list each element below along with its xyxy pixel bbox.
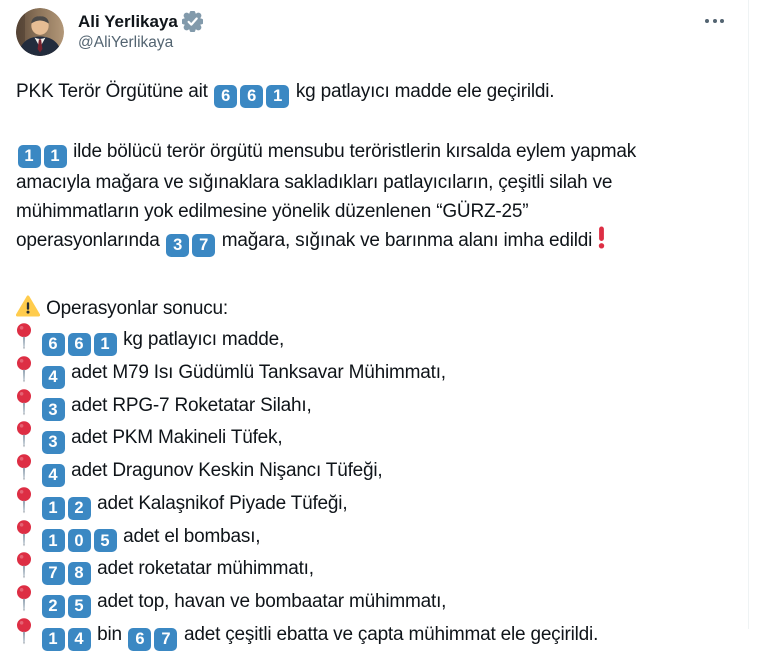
round-pushpin-icon xyxy=(16,454,32,487)
ellipsis-dot xyxy=(705,19,709,23)
tweet-line xyxy=(16,454,742,487)
text-run: adet Dragunov Keskin Nişancı Tüfeği, xyxy=(66,460,383,481)
text-run: adet roketatar mühimmatı, xyxy=(92,558,314,580)
keycap-digit-icon: 6 xyxy=(42,333,65,356)
tweet-text xyxy=(16,77,742,651)
tweet-line xyxy=(16,197,742,226)
text-run: Operasyonlar sonucu: xyxy=(41,298,228,319)
text-run: adet çeşitli ebatta ve çapta mühimmat ele geçirildi. xyxy=(178,623,599,645)
text-run: PKK Terör Örgütüne ait xyxy=(16,81,213,102)
round-pushpin-icon xyxy=(16,552,32,585)
tweet-line xyxy=(16,585,742,618)
red-exclamation-icon xyxy=(597,226,606,255)
keycap-digit-icon: 4 xyxy=(68,628,91,651)
tweet-line xyxy=(16,77,742,108)
tweet-line xyxy=(16,520,742,553)
text-run: adet M79 Isı Güdümlü Tanksavar Mühimmatı, xyxy=(66,361,446,383)
keycap-digit-icon: 1 xyxy=(42,497,65,520)
round-pushpin-icon xyxy=(16,323,32,356)
round-pushpin-icon xyxy=(16,356,32,389)
tweet-header xyxy=(16,8,742,56)
round-pushpin-icon xyxy=(16,585,32,618)
verified-badge-icon[interactable] xyxy=(182,11,203,32)
round-pushpin-icon xyxy=(16,520,32,553)
keycap-digit-icon: 1 xyxy=(42,628,65,651)
text-run: mühimmatların yok edilmesine yönelik düzenlenen “GÜRZ-25” xyxy=(16,201,529,222)
keycap-digit-icon: 1 xyxy=(266,85,289,108)
avatar[interactable] xyxy=(16,8,64,56)
tweet-line xyxy=(16,389,742,422)
ellipsis-dot xyxy=(713,19,717,23)
keycap-digit-icon: 3 xyxy=(166,234,189,257)
text-run: ilde bölücü terör örgütü mensubu teröristlerin kırsalda eylem yapmak xyxy=(68,141,637,162)
round-pushpin-icon xyxy=(16,487,32,520)
tweet-line xyxy=(16,168,742,197)
keycap-digit-icon: 0 xyxy=(68,529,91,552)
round-pushpin-icon xyxy=(16,389,32,422)
keycap-digit-icon: 3 xyxy=(42,398,65,421)
keycap-digit-icon: 2 xyxy=(68,497,91,520)
text-run: bin xyxy=(92,623,127,645)
tweet-line xyxy=(16,552,742,585)
keycap-digit-icon: 5 xyxy=(94,529,117,552)
keycap-digit-icon: 5 xyxy=(68,595,91,618)
tweet-line xyxy=(16,421,742,454)
tweet-line xyxy=(16,487,742,520)
tweet-line xyxy=(16,226,742,257)
tweet-block-results-header xyxy=(16,294,742,323)
more-options-button[interactable] xyxy=(701,15,728,27)
keycap-digit-icon: 4 xyxy=(42,464,65,487)
tweet-line xyxy=(16,356,742,389)
keycap-digit-icon: 4 xyxy=(42,366,65,389)
keycap-digit-icon: 1 xyxy=(94,333,117,356)
keycap-digit-icon: 2 xyxy=(42,595,65,618)
tweet-block-details xyxy=(16,137,742,257)
tweet-block-results-list xyxy=(16,323,742,651)
keycap-digit-icon: 6 xyxy=(214,85,237,108)
keycap-digit-icon: 1 xyxy=(42,529,65,552)
text-run: adet Kalaşnikof Piyade Tüfeği, xyxy=(92,492,348,514)
author-handle[interactable]: @AliYerlikaya xyxy=(78,34,174,51)
text-run: adet PKM Makineli Tüfek, xyxy=(66,427,283,449)
round-pushpin-icon xyxy=(16,421,32,454)
warning-triangle-icon xyxy=(16,294,40,323)
keycap-digit-icon: 7 xyxy=(42,562,65,585)
keycap-digit-icon: 3 xyxy=(42,431,65,454)
text-run: adet RPG-7 Roketatar Silahı, xyxy=(66,394,312,416)
text-run: adet el bombası, xyxy=(118,525,261,547)
tweet-line xyxy=(16,294,742,323)
keycap-digit-icon: 1 xyxy=(44,145,67,168)
display-name[interactable]: Ali Yerlikaya xyxy=(78,12,178,31)
keycap-digit-icon: 8 xyxy=(68,562,91,585)
keycap-digit-icon: 1 xyxy=(18,145,41,168)
author-names xyxy=(78,8,203,53)
keycap-digit-icon: 7 xyxy=(192,234,215,257)
text-run: kg patlayıcı madde ele geçirildi. xyxy=(290,81,555,102)
round-pushpin-icon xyxy=(16,618,32,651)
keycap-digit-icon: 6 xyxy=(68,333,91,356)
tweet-line xyxy=(16,618,742,651)
tweet-line xyxy=(16,323,742,356)
text-run: amacıyla mağara ve sığınaklara sakladıkları patlayıcıların, çeşitli silah ve xyxy=(16,172,613,193)
text-run: kg patlayıcı madde, xyxy=(118,329,285,350)
text-run: adet top, havan ve bombaatar mühimmatı, xyxy=(92,591,447,612)
tweet-line xyxy=(16,137,742,168)
text-run: operasyonlarında xyxy=(16,230,165,251)
keycap-digit-icon: 7 xyxy=(154,628,177,651)
tweet-block-lead xyxy=(16,77,742,108)
ellipsis-dot xyxy=(720,19,724,23)
keycap-digit-icon: 6 xyxy=(128,628,151,651)
text-run: mağara, sığınak ve barınma alanı imha edildi xyxy=(216,230,593,251)
keycap-digit-icon: 6 xyxy=(240,85,263,108)
